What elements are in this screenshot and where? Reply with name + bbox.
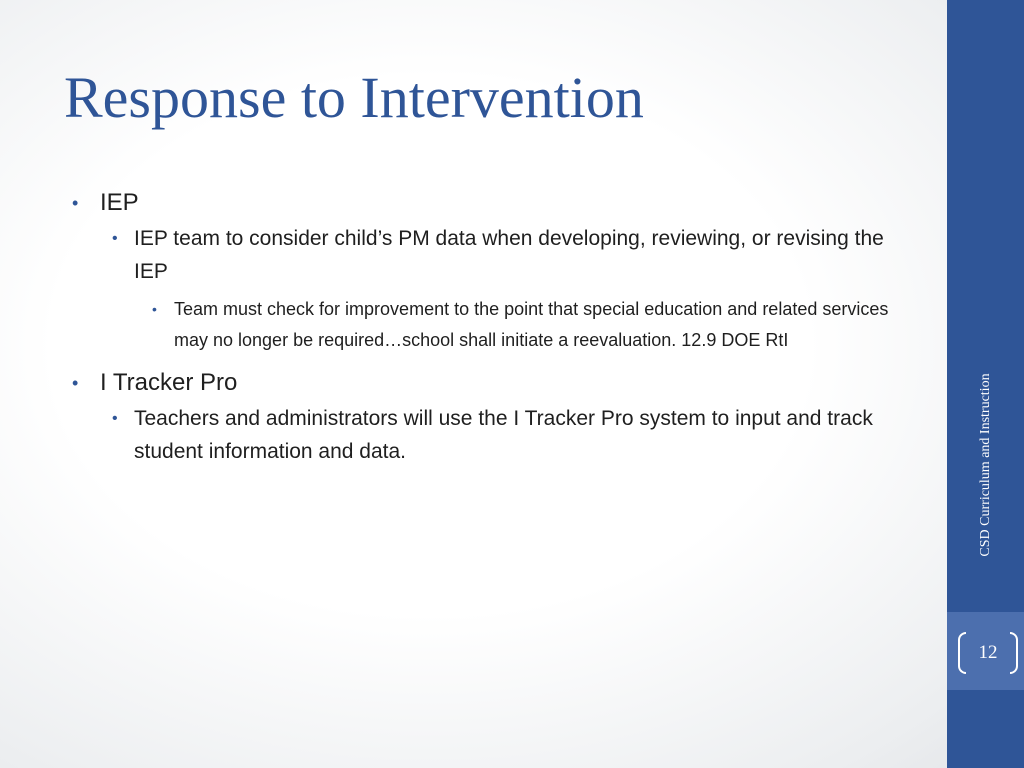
page-number: 12 bbox=[978, 642, 998, 663]
page-number-frame bbox=[958, 632, 1018, 676]
sub-bullet-item bbox=[70, 222, 910, 288]
bullet-icon: • bbox=[72, 373, 79, 393]
bullet-icon: • bbox=[112, 230, 118, 247]
footer-text: CSD Curriculum and Instruction bbox=[978, 373, 993, 557]
bullet-text: I Tracker Pro bbox=[100, 369, 238, 396]
bullet-text: IEP bbox=[100, 189, 139, 216]
sub-bullet-item bbox=[70, 402, 910, 468]
bullet-text: IEP team to consider child’s PM data when developing, reviewing, or revising the IEP bbox=[134, 227, 884, 283]
bullet-item-iep bbox=[70, 186, 910, 220]
bullet-icon: • bbox=[72, 193, 79, 213]
slide-title: Response to Intervention bbox=[64, 65, 644, 130]
bullet-icon: • bbox=[152, 301, 157, 317]
sub-sub-bullet-item bbox=[70, 294, 910, 356]
bullet-text: Team must check for improvement to the point that special education and related services may no longer be required…school shall initiate a reevaluation. 12.9 DOE RtI bbox=[174, 299, 889, 350]
bullet-icon: • bbox=[112, 410, 118, 427]
bullet-list bbox=[70, 186, 910, 468]
slide-body bbox=[70, 186, 910, 468]
bullet-text: Teachers and administrators will use the I Tracker Pro system to input and track student information and data. bbox=[134, 407, 873, 463]
bullet-item-i-tracker-pro bbox=[70, 366, 910, 400]
